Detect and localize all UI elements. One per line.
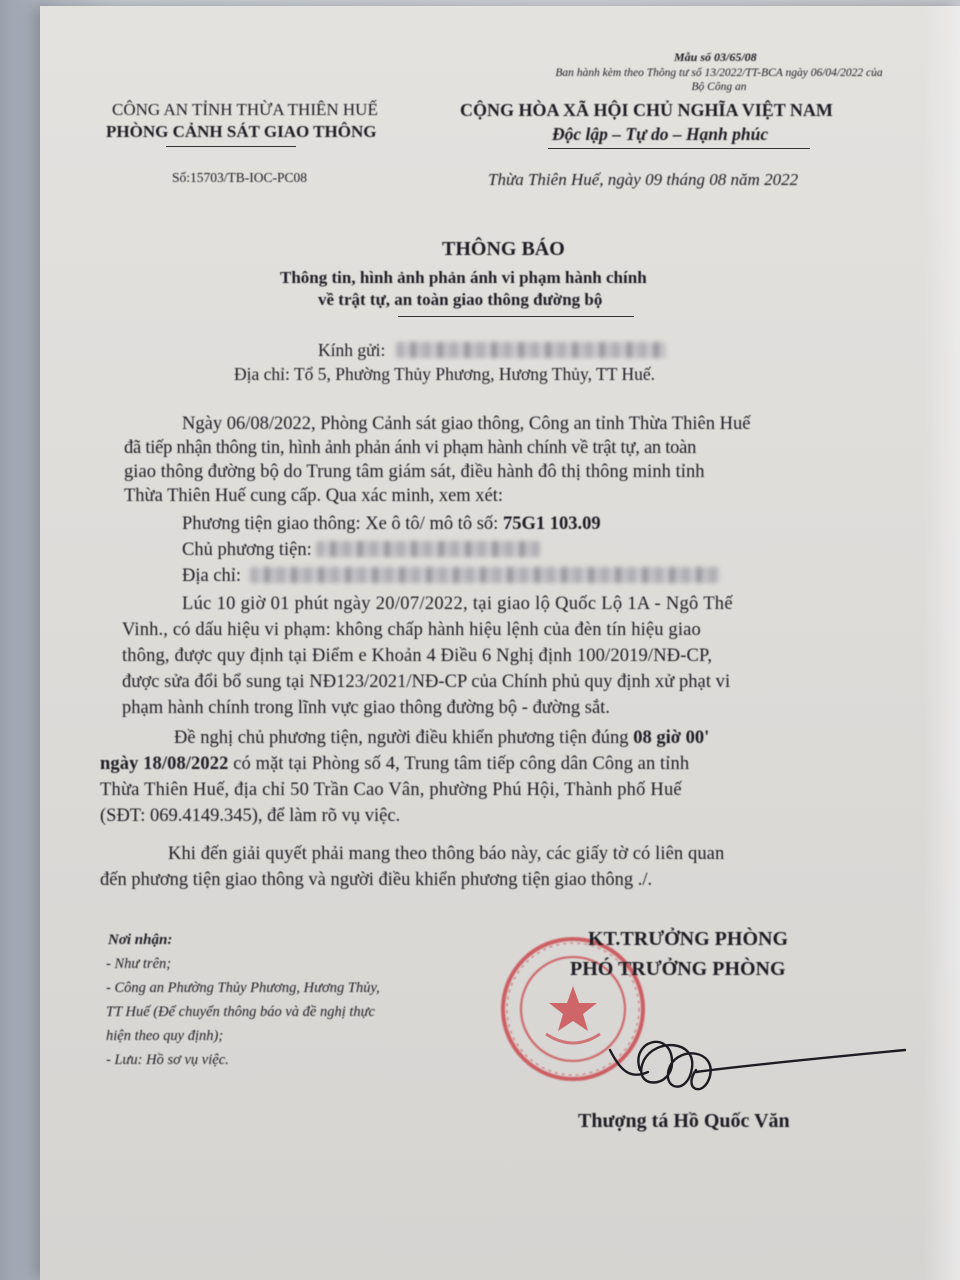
body-p1-line1: Ngày 06/08/2022, Phòng Cảnh sát giao thông, Công an tỉnh Thừa Thiên Huế (182, 414, 751, 434)
document-subtitle-line1: Thông tin, hình ảnh phản ánh vi phạm hành chính (280, 268, 647, 287)
recipient-line (318, 340, 666, 361)
body-p3-line3: Thừa Thiên Huế, địa chỉ 50 Trần Cao Vân, phường Phú Hội, Thành phố Huế (100, 780, 682, 800)
body-p2-line5: phạm hành chính trong lĩnh vực giao thông đường bộ - đường sắt. (122, 698, 610, 718)
body-p1-line4: Thừa Thiên Huế cung cấp. Qua xác minh, xem xét: (124, 486, 504, 506)
owner-address-line (182, 566, 720, 587)
agency-name-line2: PHÒNG CẢNH SÁT GIAO THÔNG (106, 122, 377, 141)
motto-divider (548, 148, 810, 149)
body-p4-line1: Khi đến giải quyết phải mang theo thông báo này, các giấy tờ có liên quan (168, 844, 725, 864)
body-p1-line3: giao thông đường bộ do Trung tâm giám sát, điều hành đô thị thông minh tỉnh (124, 462, 705, 482)
document-page (40, 6, 960, 1280)
vehicle-label: Phương tiện giao thông: Xe ô tô/ mô tô số: (182, 514, 499, 534)
body-p4-line2: đến phương tiện giao thông và người điều khiển phương tiện giao thông ./. (100, 870, 653, 890)
form-code: Mẫu số 03/65/08 (674, 50, 757, 64)
body-p3-line1-text: Đề nghị chủ phương tiện, người điều khiển phương tiện đúng (174, 728, 629, 748)
owner-line (182, 540, 540, 561)
recipient-item: - Như trên; (106, 956, 172, 972)
recipient-label: Kính gửi: (318, 340, 386, 360)
recipient-item: - Công an Phường Thủy Phương, Hương Thủy, (106, 980, 380, 996)
body-p1-line2: đã tiếp nhận thông tin, hình ảnh phản ánh vi phạm hành chính về trật tự, an toàn (124, 438, 697, 458)
reference-number: Số:15703/TB-IOC-PC08 (172, 170, 308, 185)
redacted-owner-name (316, 541, 540, 557)
body-p2-line4: được sửa đổi bổ sung tại NĐ123/2021/NĐ-CP của Chính phủ quy định xử phạt vi (122, 672, 731, 692)
owner-label: Chủ phương tiện: (182, 540, 312, 560)
agency-divider (166, 146, 296, 147)
signature-title-line1: KT.TRƯỞNG PHÒNG (588, 928, 788, 950)
handwritten-signature-icon (600, 1010, 910, 1120)
body-p3-line4: (SĐT: 069.4149.345), để làm rõ vụ việc. (100, 806, 401, 826)
recipient-address-line (234, 364, 655, 385)
body-p2-line2: Vinh., có dấu hiệu vi phạm: không chấp hành hiệu lệnh của đèn tín hiệu giao (122, 620, 701, 640)
document-title: THÔNG BÁO (442, 238, 565, 260)
nation-name: CỘNG HÒA XÃ HỘI CHỦ NGHĨA VIỆT NAM (460, 100, 833, 120)
body-p2-line1: Lúc 10 giờ 01 phút ngày 20/07/2022, tại giao lộ Quốc Lộ 1A - Ngô Thế (182, 594, 733, 614)
title-divider (398, 316, 634, 317)
redacted-recipient-name (396, 342, 666, 358)
recipient-address: Tổ 5, Phường Thủy Phương, Hương Thủy, TT Huế. (293, 364, 655, 384)
recipient-item: TT Huế (Để chuyển thông báo và đề nghị thực (106, 1004, 375, 1020)
agency-name-line1: CÔNG AN TỈNH THỪA THIÊN HUẾ (112, 100, 378, 119)
owner-address-label: Địa chỉ: (182, 566, 242, 586)
appointment-time: 08 giờ 00' (633, 728, 710, 748)
signature-title-line2: PHÓ TRƯỞNG PHÒNG (570, 958, 786, 980)
document-date: Thừa Thiên Huế, ngày 09 tháng 08 năm 2022 (488, 170, 799, 189)
appointment-date: ngày 18/08/2022 (100, 754, 229, 774)
nation-motto: Độc lập – Tự do – Hạnh phúc (552, 124, 769, 144)
body-p2-line3: thông, được quy định tại Điểm e Khoản 4 Điều 6 Nghị định 100/2019/NĐ-CP, (122, 646, 713, 666)
body-p3-line1 (174, 728, 709, 749)
recipient-item: hiện theo quy định); (106, 1028, 224, 1044)
recipient-address-label: Địa chỉ: (234, 364, 290, 384)
redacted-owner-address (250, 567, 720, 583)
form-note: Ban hành kèm theo Thông tư số 13/2022/TT-BCA ngày 06/04/2022 của Bộ Công an (555, 67, 883, 93)
signer-name: Thượng tá Hồ Quốc Văn (578, 1110, 790, 1132)
document-subtitle-line2: về trật tự, an toàn giao thông đường bộ (318, 290, 603, 309)
recipient-item: - Lưu: Hồ sơ vụ việc. (106, 1052, 229, 1068)
vehicle-plate: 75G1 103.09 (502, 514, 601, 534)
body-p3-line2-text: có mặt tại Phòng số 4, Trung tâm tiếp công dân Công an tỉnh (233, 754, 690, 774)
recipients-heading: Nơi nhận: (108, 932, 173, 948)
vehicle-line (182, 514, 601, 535)
body-p3-line2 (100, 754, 689, 775)
